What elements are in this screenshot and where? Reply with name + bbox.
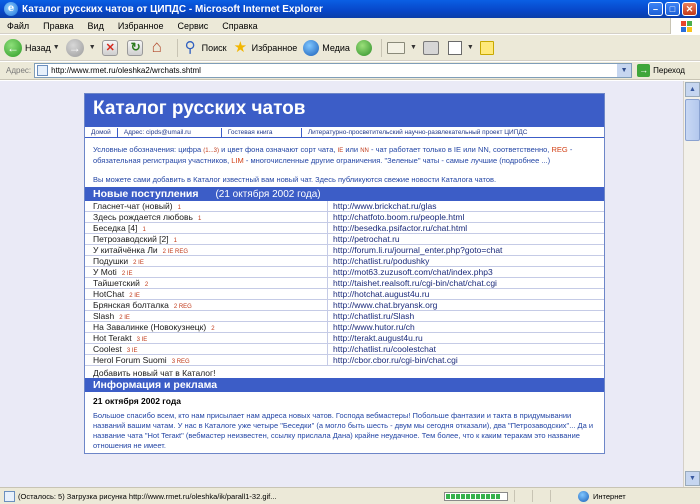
- chat-row: [85, 234, 604, 245]
- chat-name-link[interactable]: [85, 289, 328, 299]
- address-dropdown-icon[interactable]: ▼: [617, 64, 631, 77]
- chat-name-link[interactable]: [85, 311, 328, 321]
- chat-name: Беседка [4]: [93, 223, 138, 233]
- chat-name-link[interactable]: [85, 234, 328, 244]
- mail-icon: [387, 42, 405, 54]
- menu-favorites[interactable]: Избранное: [117, 20, 164, 31]
- chat-row: [85, 311, 604, 322]
- legend-part: Условные обозначения: цифра: [93, 145, 202, 154]
- info-text: Большое спасибо всем, кто нам присылает нам адреса новых чатов. Господа вебмастеры! Побольше фантазии и такта в придумывании названий вашим чатам. У нас в Каталоге уже четыре "Беседки" (а могло быть шесть - двум мы сегодня отказали), два "Петрозаводских"... Да и название чата "Hot Teraкt" (вебмастер неизвестен, ссылку прислала Дана) крайне неудачное. Тем более, что к каким теракам это название отношения не имеет.: [93, 411, 594, 450]
- messenger-button[interactable]: [480, 41, 497, 55]
- legend-digits: (1...3): [203, 148, 219, 154]
- chat-tag: 2 IE: [119, 315, 130, 321]
- vertical-scrollbar[interactable]: [683, 81, 700, 487]
- search-button[interactable]: [183, 40, 227, 56]
- status-cells: [514, 490, 568, 502]
- back-button[interactable]: [4, 39, 60, 57]
- stop-icon: [102, 40, 118, 56]
- chat-url-link[interactable]: http://petrochat.ru: [333, 234, 400, 244]
- chat-name: HotChat: [93, 289, 125, 299]
- close-button[interactable]: ✕: [682, 2, 697, 16]
- page-icon: [37, 65, 48, 76]
- home-icon: [152, 40, 168, 56]
- chat-url-link[interactable]: http://taishet.realsoft.ru/cgi-bin/chat/chat.cgi: [333, 278, 497, 288]
- legend-lim: LIM: [231, 156, 244, 165]
- chat-name: Hot Terakt: [93, 333, 132, 343]
- chat-url-link[interactable]: http://terakt.august4u.ru: [333, 333, 423, 343]
- chat-name-link[interactable]: [85, 201, 328, 211]
- chat-row: [85, 256, 604, 267]
- forward-arrow-icon: →: [66, 39, 84, 57]
- security-zone: [578, 491, 626, 502]
- add-info-line[interactable]: Вы можете сами добавить в Каталог известный вам новый чат. Здесь публикуются свежие новости Каталога чатов.: [93, 175, 497, 184]
- note-icon: [480, 41, 494, 55]
- legend-reg: REG: [551, 145, 568, 154]
- windows-logo-icon: [670, 18, 700, 34]
- internet-globe-icon: [578, 491, 589, 502]
- chat-tag: 3 IE: [126, 348, 138, 354]
- chat-url-link[interactable]: http://forum.li.ru/journal_enter.php?goto=chat: [333, 245, 503, 255]
- toolbar-separator: [177, 39, 178, 57]
- page-viewport: [0, 81, 683, 487]
- status-text: (Осталось: 5) Загрузка рисунка http://www.rmet.ru/oleshka/ik/parall1-32.gif...: [18, 491, 277, 501]
- chat-name-link[interactable]: [85, 300, 328, 310]
- new-arrivals-title: Новые поступления: [93, 188, 199, 200]
- chat-tag: 2 REG: [173, 304, 192, 310]
- maximize-button[interactable]: □: [665, 2, 680, 16]
- chat-url-link[interactable]: http://hotchat.august4u.ru: [333, 289, 430, 299]
- edit-dropdown-icon[interactable]: ▼: [466, 44, 474, 51]
- edit-button[interactable]: [448, 41, 474, 55]
- home-button[interactable]: [152, 40, 171, 56]
- add-chat-link[interactable]: Добавить новый чат в Каталог!: [93, 368, 216, 378]
- chat-tag: 1: [173, 238, 177, 244]
- legend-nn: NN: [360, 148, 369, 154]
- chat-tag: 3 IE: [136, 337, 148, 343]
- chat-name-link[interactable]: [85, 344, 328, 354]
- address-input[interactable]: [51, 66, 611, 75]
- chat-url-link[interactable]: http://chatlist.ru/podushky: [333, 256, 430, 266]
- chat-row: [85, 201, 604, 212]
- chat-list: [85, 201, 604, 366]
- chat-name-link[interactable]: [85, 278, 328, 288]
- go-button[interactable]: [637, 64, 685, 77]
- chat-row: [85, 212, 604, 223]
- status-bar: [0, 487, 700, 504]
- legend-text: [85, 138, 604, 170]
- chat-tag: 3 REG: [171, 359, 190, 365]
- legend-ie: IE: [337, 148, 344, 154]
- nav-address-link[interactable]: Адрес: cipds@umail.ru: [118, 128, 222, 137]
- page-loading-icon: [4, 491, 15, 502]
- refresh-button[interactable]: [127, 40, 146, 56]
- chat-row: [85, 278, 604, 289]
- chat-url-link[interactable]: http://chatfoto.boom.ru/people.html: [333, 212, 465, 222]
- chat-url-link[interactable]: http://cbor.cbor.ru/cgi-bin/chat.cgi: [333, 355, 458, 365]
- chat-name-link[interactable]: [85, 212, 328, 222]
- favorites-label: Избранное: [251, 42, 298, 53]
- search-icon: [183, 40, 199, 56]
- legend-part: - обязательная регистрация участников,: [93, 145, 573, 165]
- media-icon: [303, 40, 319, 56]
- chat-tag: 2 IE: [129, 293, 140, 299]
- media-label: Медиа: [322, 42, 350, 53]
- chat-name: Здесь рождается любовь: [93, 212, 193, 222]
- chat-row: [85, 344, 604, 355]
- chat-url-link[interactable]: http://besedka.psifactor.ru/chat.html: [333, 223, 468, 233]
- chat-tag: 2 IE: [121, 271, 133, 277]
- chat-name: Coolest: [93, 344, 122, 354]
- menu-file[interactable]: Файл: [7, 20, 30, 31]
- mail-button[interactable]: [387, 42, 417, 54]
- menu-view[interactable]: Вид: [87, 20, 104, 31]
- menu-edit[interactable]: Правка: [43, 20, 74, 31]
- refresh-icon: [127, 40, 143, 56]
- chat-row: [85, 223, 604, 234]
- toolbar-separator: [381, 39, 382, 57]
- chat-tag: 2: [211, 326, 215, 332]
- chat-url-link[interactable]: http://www.hutor.ru/ch: [333, 322, 415, 332]
- chat-tag: 1: [177, 205, 181, 211]
- chat-tag: 2 IE: [133, 260, 144, 266]
- chat-name: Подушки: [93, 256, 129, 266]
- legend-part: или: [345, 145, 359, 154]
- chat-name: Тайшетский: [93, 278, 140, 288]
- chat-name: У китайчёнка Ли: [93, 245, 158, 255]
- chat-name-link[interactable]: [85, 355, 328, 365]
- minimize-button[interactable]: –: [648, 2, 663, 16]
- favorites-button[interactable]: [233, 40, 298, 56]
- progress-fill: [446, 494, 500, 499]
- chat-url-link[interactable]: http://chatlist.ru/coolestchat: [333, 344, 436, 354]
- chat-url-link[interactable]: http://chatlist.ru/Slash: [333, 311, 415, 321]
- new-arrivals-header: [85, 187, 604, 201]
- legend-part: - чат работает только в IE или NN, соответственно,: [370, 145, 550, 154]
- mail-dropdown-icon[interactable]: ▼: [409, 44, 417, 51]
- chat-name-link[interactable]: [85, 223, 328, 233]
- status-cell: [514, 490, 532, 502]
- chat-row: [85, 322, 604, 333]
- chat-name: Herol Forum Suomi: [93, 355, 167, 365]
- address-label: Адрес:: [6, 66, 32, 75]
- title-bar: [0, 0, 700, 18]
- window-title: Каталог русских чатов от ЦИПДС - Microsoft Internet Explorer: [22, 3, 323, 15]
- site-nav: [85, 127, 604, 138]
- chat-name-link[interactable]: [85, 322, 328, 332]
- legend-part[interactable]: - многочисленные другие ограничения. "Зеленые" чаты - самые лучшие (подробнее ...): [245, 156, 551, 165]
- progress-bar: [444, 492, 508, 501]
- chat-name: Петрозаводский [2]: [93, 234, 169, 244]
- zone-label: Интернет: [593, 491, 626, 501]
- stop-button[interactable]: [102, 40, 121, 56]
- chat-row: [85, 245, 604, 256]
- window-controls: [648, 2, 697, 16]
- go-arrow-icon: →: [639, 65, 649, 75]
- edit-icon: [448, 41, 462, 55]
- search-label: Поиск: [201, 42, 227, 53]
- history-button[interactable]: [356, 40, 375, 56]
- chat-tag: 1: [142, 227, 146, 233]
- chat-name-link[interactable]: [85, 245, 328, 255]
- info-date: 21 октября 2002 года: [93, 396, 181, 406]
- chat-name: Гласнет-чат (новый): [93, 201, 173, 211]
- chat-tag: 2: [144, 282, 149, 288]
- chat-row: [85, 289, 604, 300]
- legend-part: и цвет фона означают сорт чата,: [221, 145, 336, 154]
- status-cell: [550, 490, 568, 502]
- menu-bar: [0, 18, 700, 34]
- forward-button[interactable]: [66, 39, 96, 57]
- scroll-up-icon[interactable]: ▲: [685, 82, 700, 97]
- scroll-down-icon[interactable]: ▼: [685, 471, 700, 486]
- chat-name-link[interactable]: [85, 256, 328, 266]
- menu-help[interactable]: Справка: [222, 20, 258, 31]
- status-cell: [532, 490, 550, 502]
- forward-dropdown-icon[interactable]: ▼: [88, 44, 96, 51]
- new-arrivals-date: (21 октября 2002 года): [215, 189, 321, 200]
- scroll-thumb[interactable]: [685, 99, 700, 141]
- chat-tag: 1: [197, 216, 202, 222]
- chat-name: Брянская болталка: [93, 300, 169, 310]
- menu-tools[interactable]: Сервис: [177, 20, 209, 31]
- history-icon: [356, 40, 372, 56]
- address-field[interactable]: [34, 63, 632, 78]
- chat-url-link[interactable]: http://mot63.zuzusoft.com/chat/index.php3: [333, 267, 493, 277]
- nav-home-link[interactable]: Домой: [85, 128, 118, 137]
- chat-row: [85, 355, 604, 366]
- chat-name: Slash: [93, 311, 115, 321]
- media-button[interactable]: [303, 40, 350, 56]
- chat-name: У Moti: [93, 267, 117, 277]
- catalog-page: [84, 93, 605, 454]
- chat-row: [85, 267, 604, 278]
- chat-tag: 2 IE REG: [162, 249, 189, 255]
- favorites-star-icon: [233, 40, 249, 56]
- back-label: Назад: [25, 42, 51, 53]
- print-button[interactable]: [423, 41, 442, 55]
- chat-name: На Завалинке (Новокузнецк): [93, 322, 207, 332]
- toolbar: [0, 35, 700, 61]
- print-icon: [423, 41, 439, 55]
- go-label: Переход: [653, 66, 685, 75]
- chat-url-link[interactable]: http://www.chat.bryansk.org: [333, 300, 438, 310]
- info-header: Информация и реклама: [85, 378, 604, 392]
- nav-project-link[interactable]: Литературно-просветительский научно-развлекательный проект ЦИПДС: [307, 129, 528, 136]
- address-bar: [0, 62, 700, 80]
- ie-logo-icon: e: [4, 2, 18, 16]
- back-dropdown-icon[interactable]: ▼: [52, 44, 60, 51]
- chat-name-link[interactable]: [85, 333, 328, 343]
- chat-row: [85, 300, 604, 311]
- chat-name-link[interactable]: [85, 267, 328, 277]
- nav-guestbook-link[interactable]: Гостевая книга: [222, 128, 302, 137]
- chat-url-link[interactable]: http://www.brickchat.ru/glas: [333, 201, 437, 211]
- chat-row: [85, 333, 604, 344]
- site-title: Каталог русских чатов: [85, 94, 604, 127]
- back-arrow-icon: ←: [4, 39, 22, 57]
